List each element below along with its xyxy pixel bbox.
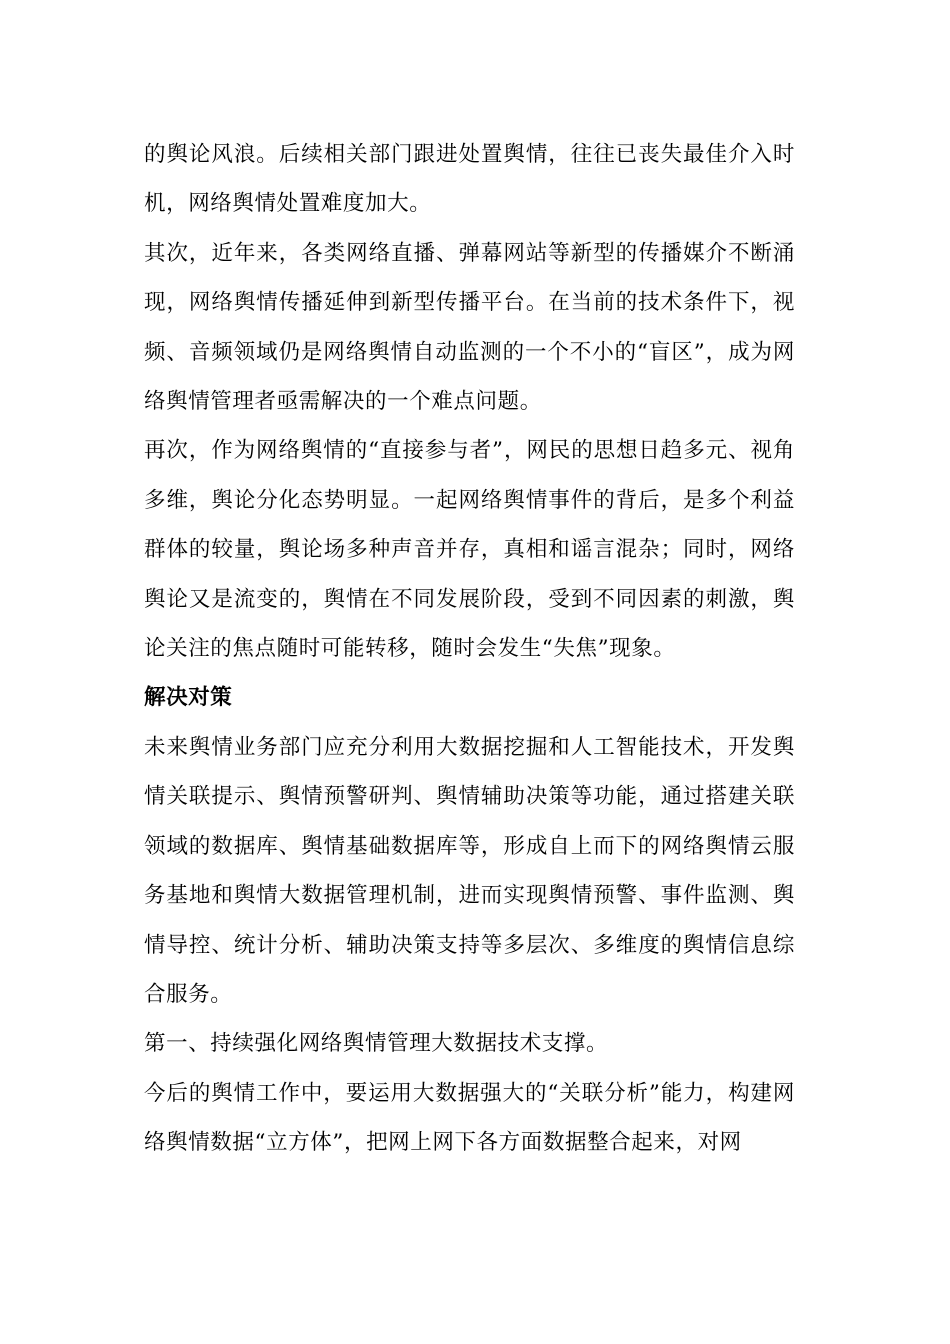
paragraph-1: 的舆论风浪。后续相关部门跟进处置舆情，往往已丧失最佳介入时机，网络舆情处置难度加大。 <box>144 142 795 217</box>
paragraph-3: 再次，作为网络舆情的“直接参与者”，网民的思想日趋多元、视角多维，舆论分化态势明显。一起网络舆情事件的背后，是多个利益群体的较量，舆论场多种声音并存，真相和谣言混杂；同时，网络舆论又是流变的，舆情在不同发展阶段，受到不同因素的刺激，舆论关注的焦点随时可能转移，随时会发生“失焦”现象。 <box>144 438 795 662</box>
paragraph-2: 其次，近年来，各类网络直播、弹幕网站等新型的传播媒介不断涌现，网络舆情传播延伸到新型传播平台。在当前的技术条件下，视频、音频领域仍是网络舆情自动监测的一个不小的“盲区”，成为网络舆情管理者亟需解决的一个难点问题。 <box>144 240 795 415</box>
paragraph-6: 今后的舆情工作中，要运用大数据强大的“关联分析”能力，构建网络舆情数据“立方体”，把网上网下各方面数据整合起来，对网 <box>144 1080 795 1156</box>
section-heading: 解决对策 <box>144 685 233 711</box>
paragraph-5: 第一、持续强化网络舆情管理大数据技术支撑。 <box>144 1031 609 1057</box>
document-page <box>144 130 795 1168</box>
paragraph-4: 未来舆情业务部门应充分利用大数据挖掘和人工智能技术，开发舆情关联提示、舆情预警研判、舆情辅助决策等功能，通过搭建关联领域的数据库、舆情基础数据库等，形成自上而下的网络舆情云服务基地和舆情大数据管理机制，进而实现舆情预警、事件监测、舆情导控、统计分析、辅助决策支持等多层次、多维度的舆情信息综合服务。 <box>144 734 795 1007</box>
